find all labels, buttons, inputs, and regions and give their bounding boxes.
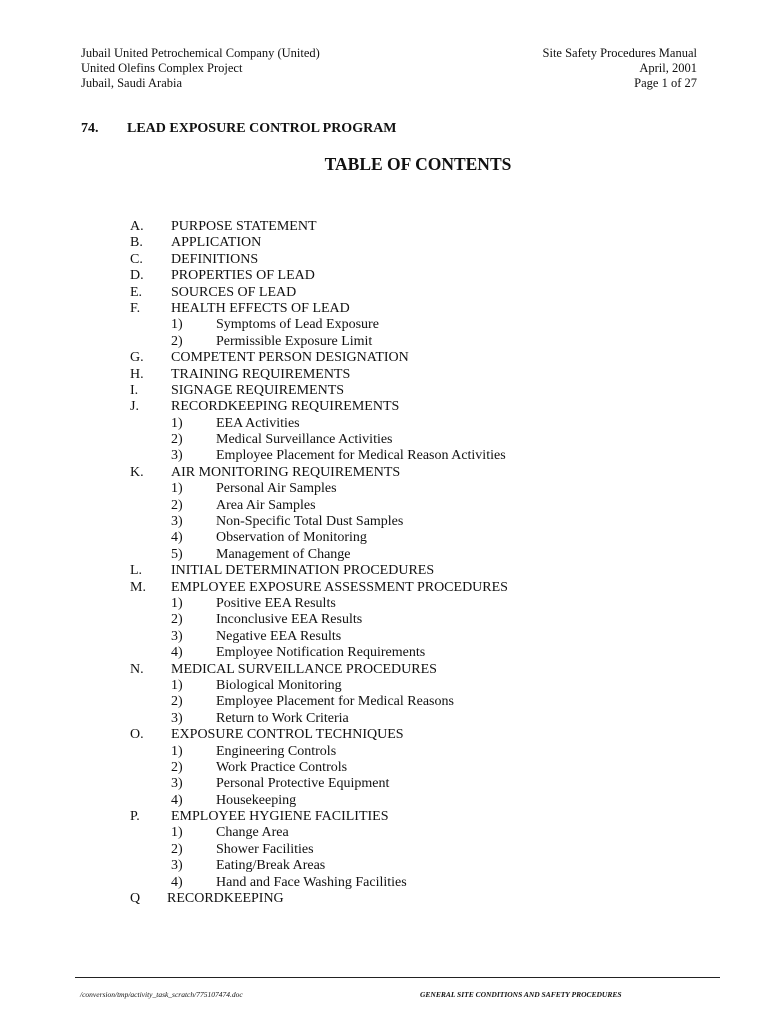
toc-subentry-title: Inconclusive EEA Results	[216, 612, 363, 628]
toc-entry-letter: D.	[130, 268, 144, 284]
toc-entry-title: SOURCES OF LEAD	[171, 284, 297, 300]
toc-subentry-title: Non-Specific Total Dust Samples	[216, 514, 404, 530]
toc-entry-title: APPLICATION	[171, 235, 262, 251]
toc-subentry-title: Engineering Controls	[216, 743, 337, 759]
toc-entry-letter: C.	[130, 251, 143, 267]
toc-subentry-number: 4)	[171, 874, 183, 890]
toc-subentry-number: 5)	[171, 546, 183, 562]
toc-entry-letter: J.	[130, 399, 139, 415]
toc-subentry-number: 2)	[171, 432, 183, 448]
toc-entry-title: INITIAL DETERMINATION PROCEDURES	[171, 563, 435, 579]
toc-entry-letter: A.	[130, 219, 144, 234]
toc-subentry-number: 4)	[171, 530, 183, 546]
toc-subentry-title: Biological Monitoring	[216, 677, 342, 693]
header-project-name: United Olefins Complex Project	[81, 61, 243, 75]
toc-subentry-number: 1)	[171, 415, 183, 431]
toc-subentry-number: 3)	[171, 776, 183, 792]
header-company-block	[81, 46, 320, 91]
toc-subentry-number: 2)	[171, 759, 183, 775]
toc-subentry-title: Return to Work Criteria	[216, 710, 349, 726]
toc-entry-title: EMPLOYEE HYGIENE FACILITIES	[171, 809, 389, 825]
header-company-name: Jubail United Petrochemical Company (United)	[81, 46, 320, 60]
section-title	[81, 121, 397, 137]
toc-subentry-title: Personal Air Samples	[216, 481, 337, 497]
toc-subentry-title: Employee Placement for Medical Reasons	[216, 694, 454, 710]
toc-subentry-title: Change Area	[216, 825, 289, 841]
toc-subentry-number: 1)	[171, 825, 183, 841]
toc-subentry-title: Management of Change	[216, 546, 351, 562]
toc-subentry-number: 1)	[171, 677, 183, 693]
toc-subentry-title: Personal Protective Equipment	[216, 776, 390, 792]
toc-subentry-title: Employee Placement for Medical Reason Activities	[216, 448, 506, 464]
toc-entry-letter: H.	[130, 366, 144, 382]
header-location: Jubail, Saudi Arabia	[81, 76, 183, 90]
toc-entry-title: PURPOSE STATEMENT	[171, 219, 317, 234]
toc-entry-letter: Q	[130, 891, 141, 907]
toc-entry-letter: F.	[130, 300, 141, 316]
toc-subentry-title: Negative EEA Results	[216, 628, 342, 644]
footer-section-label: GENERAL SITE CONDITIONS AND SAFETY PROCEDURES	[420, 990, 622, 999]
toc-entry-title: RECORDKEEPING	[167, 891, 284, 907]
header-page-number: Page 1 of 27	[634, 76, 697, 90]
toc-subentry-title: Medical Surveillance Activities	[216, 432, 393, 448]
toc-entry-title: EXPOSURE CONTROL TECHNIQUES	[171, 727, 404, 743]
toc-subentry-number: 2)	[171, 841, 183, 857]
toc-entry-title: HEALTH EFFECTS OF LEAD	[171, 300, 350, 316]
toc-subentry-number: 3)	[171, 448, 183, 464]
toc-entry-letter: G.	[130, 350, 144, 366]
toc-subentry-title: Permissible Exposure Limit	[216, 333, 373, 349]
toc-entry-letter: K.	[130, 464, 144, 480]
toc-subentry-title: Eating/Break Areas	[216, 858, 326, 874]
section-name: LEAD EXPOSURE CONTROL PROGRAM	[127, 121, 397, 136]
toc-subentry-number: 3)	[171, 710, 183, 726]
toc-subentry-title: Employee Notification Requirements	[216, 645, 426, 661]
toc-subentry-number: 3)	[171, 628, 183, 644]
toc-subentry-number: 1)	[171, 595, 183, 611]
toc-entry-letter: B.	[130, 235, 143, 251]
header-date: April, 2001	[639, 61, 697, 75]
footer-divider	[75, 977, 720, 978]
toc-entry-letter: L.	[130, 563, 143, 579]
toc-entry-title: PROPERTIES OF LEAD	[171, 268, 315, 284]
toc-entry-title: COMPETENT PERSON DESIGNATION	[171, 350, 409, 366]
toc-entry-title: RECORDKEEPING REQUIREMENTS	[171, 399, 400, 415]
toc-entry-title: AIR MONITORING REQUIREMENTS	[171, 464, 401, 480]
toc-entry-letter: N.	[130, 661, 144, 677]
toc-subentry-number: 1)	[171, 317, 183, 333]
toc-subentry-number: 4)	[171, 645, 183, 661]
toc-entry-title: EMPLOYEE EXPOSURE ASSESSMENT PROCEDURES	[171, 579, 508, 595]
toc-subentry-title: Observation of Monitoring	[216, 530, 367, 546]
toc-subentry-title: Symptoms of Lead Exposure	[216, 317, 379, 333]
toc-heading: TABLE OF CONTENTS	[324, 154, 512, 174]
toc-subentry-number: 1)	[171, 481, 183, 497]
section-number: 74.	[81, 121, 99, 136]
toc-subentry-title: Area Air Samples	[216, 497, 316, 513]
header-manual-title: Site Safety Procedures Manual	[542, 46, 697, 60]
toc-subentry-title: Work Practice Controls	[216, 759, 348, 775]
toc-subentry-number: 4)	[171, 792, 183, 808]
toc-entry-title: TRAINING REQUIREMENTS	[171, 366, 351, 382]
toc-entry-title: DEFINITIONS	[171, 251, 259, 267]
toc-entry-title: SIGNAGE REQUIREMENTS	[171, 382, 345, 398]
toc-subentry-title: Hand and Face Washing Facilities	[216, 874, 407, 890]
toc-entry-letter: M.	[130, 579, 146, 595]
toc-subentry-title: EEA Activities	[216, 415, 300, 431]
toc-entry-letter: I.	[130, 382, 139, 398]
toc-subentry-number: 3)	[171, 514, 183, 530]
toc-subentry-number: 3)	[171, 858, 183, 874]
toc-subentry-number: 2)	[171, 612, 183, 628]
toc-entry-letter: P.	[130, 809, 140, 825]
header-manual-block	[543, 46, 697, 91]
toc-subentry-number: 2)	[171, 497, 183, 513]
toc-entry-letter: E.	[130, 284, 143, 300]
toc-subentry-title: Housekeeping	[216, 792, 297, 808]
footer-file-path: /conversion/tmp/activity_task_scratch/775107474.doc	[80, 990, 243, 999]
toc-entry-letter: O.	[130, 727, 144, 743]
toc-entry-title: MEDICAL SURVEILLANCE PROCEDURES	[171, 661, 437, 677]
toc-subentry-title: Shower Facilities	[216, 841, 314, 857]
toc-subentry-number: 1)	[171, 743, 183, 759]
toc-subentry-number: 2)	[171, 333, 183, 349]
toc-subentry-title: Positive EEA Results	[216, 595, 336, 611]
toc-subentry-number: 2)	[171, 694, 183, 710]
